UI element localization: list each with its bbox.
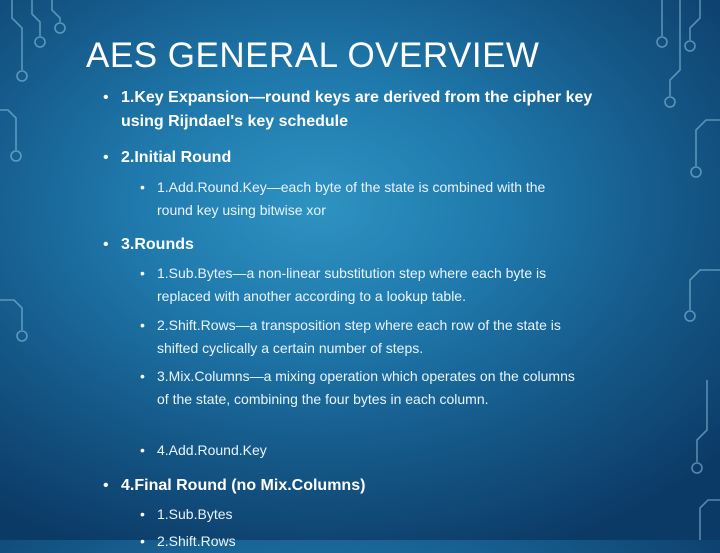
bullet-rounds <box>103 233 593 257</box>
bullet-text: 2.Shift.Rows—a transposition step where each row of the state is shifted cyclically a certain number of steps. <box>157 317 561 356</box>
bullet-text: 1.Key Expansion—round keys are derived from the cipher key using Rijndael's key schedule <box>121 89 593 130</box>
bullet-dot: • <box>140 506 145 522</box>
subbullet-add-round-key <box>140 176 580 222</box>
bullet-text: 4.Add.Round.Key <box>157 442 267 458</box>
bullet-dot: • <box>140 442 145 458</box>
bullet-text: 2.Initial Round <box>121 149 232 166</box>
bullet-text: 1.Add.Round.Key—each byte of the state is combined with the round key using bitwise xor <box>157 179 546 218</box>
bullet-dot: • <box>140 179 145 195</box>
subbullet-sub-bytes <box>140 262 580 308</box>
bullet-text: 4.Final Round (no Mix.Columns) <box>121 477 366 494</box>
bullet-text: 2.Shift.Rows <box>157 533 236 549</box>
subbullet-mix-columns <box>140 365 580 411</box>
subbullet-shift-rows <box>140 314 580 360</box>
bullet-dot: • <box>103 149 109 166</box>
bullet-text: 1.Sub.Bytes—a non-linear substitution step where each byte is replaced with another according to a lookup table. <box>157 265 547 304</box>
subbullet-final-sub-bytes <box>140 503 580 526</box>
slide-title: AES GENERAL OVERVIEW <box>86 36 540 75</box>
bullet-dot: • <box>140 265 145 281</box>
bullet-dot: • <box>103 477 109 494</box>
bullet-key-expansion <box>103 86 593 134</box>
bullet-final-round <box>103 474 593 498</box>
subbullet-add-round-key-2 <box>140 439 580 462</box>
bullet-initial-round <box>103 146 593 170</box>
bullet-dot: • <box>103 89 109 106</box>
bullet-text: 1.Sub.Bytes <box>157 506 233 522</box>
bullet-text: 3.Mix.Columns—a mixing operation which operates on the columns of the state, combining the four bytes in each column. <box>157 368 575 407</box>
bullet-dot: • <box>140 317 145 333</box>
bullet-dot: • <box>140 533 145 549</box>
bullet-dot: • <box>103 236 109 253</box>
subbullet-final-shift-rows <box>140 530 580 553</box>
bullet-dot: • <box>140 368 145 384</box>
bullet-text: 3.Rounds <box>121 236 194 253</box>
